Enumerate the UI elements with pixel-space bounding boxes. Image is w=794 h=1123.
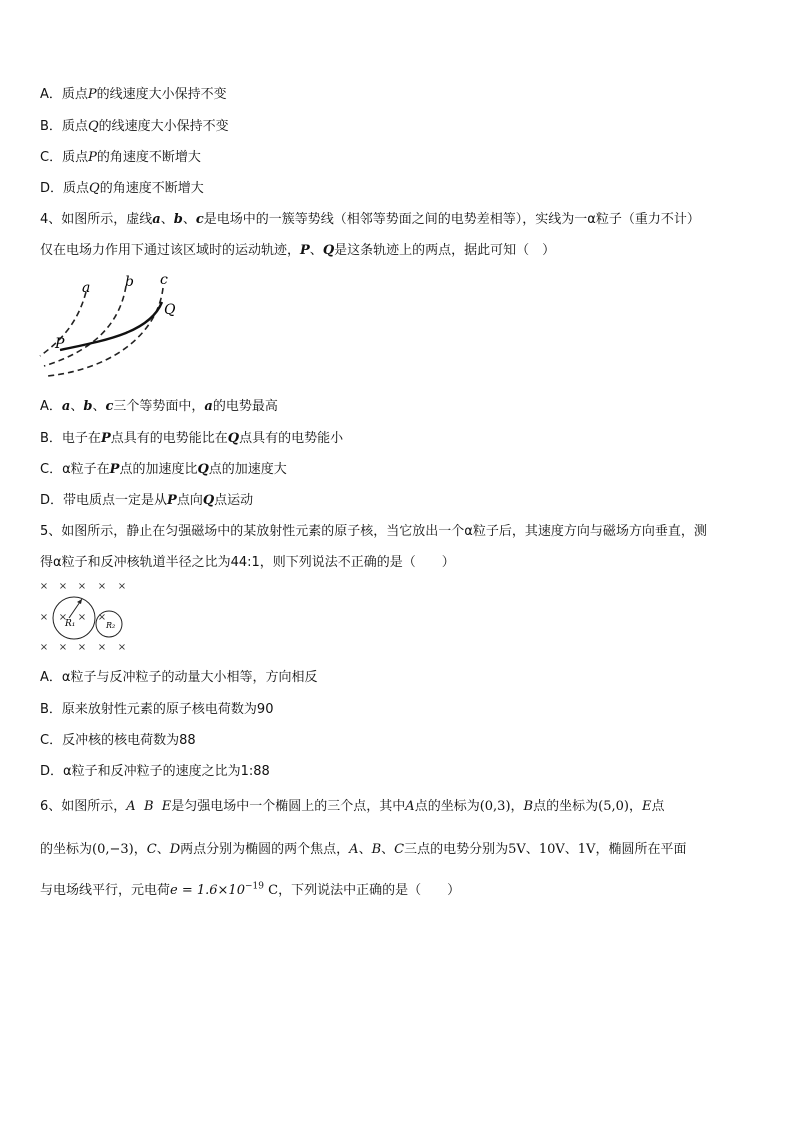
q4-stem-line2: 仅在电场力作用下通过该区域时的运动轨迹，P、Q是这条轨迹上的两点，据此可知（ ） (40, 243, 556, 258)
cross-mark: × (58, 612, 68, 623)
q3-option-c: C．质点P的角速度不断增大 (40, 150, 201, 165)
cross-mark: × (58, 581, 68, 592)
cross-mark: × (97, 642, 107, 653)
q5-option-c: C．反冲核的核电荷数为88 (40, 733, 196, 748)
q3-option-a: A．质点P的线速度大小保持不变 (40, 87, 227, 102)
q3-option-d: D．质点Q的角速度不断增大 (40, 181, 204, 196)
cross-mark: × (117, 642, 127, 653)
q6-stem-line3: 与电场线平行，元电荷$e = 1.6\times 10^{-19}$ C，下列说法中正确的是（ ） (40, 881, 461, 898)
cross-mark: × (39, 612, 49, 623)
q5-stem-line1: 5、如图所示，静止在匀强磁场中的某放射性元素的原子核，当它放出一个α粒子后，其速度方向与磁场方向垂直，测 (40, 524, 707, 539)
label-r2: R₂ (106, 621, 116, 630)
equipotential-figure (38, 270, 188, 382)
trajectory-curve (60, 302, 162, 350)
q4-option-c: C．α粒子在P点的加速度比Q点的加速度大 (40, 462, 287, 477)
label-a: a (82, 280, 91, 296)
q6-stem-line1: 6、如图所示，A B E是匀强电场中一个椭圆上的三个点，其中A点的坐标为(0,3)，B点的坐标为(5,0)，E点 (40, 799, 665, 814)
q4-option-b: B．电子在P点具有的电势能比在Q点具有的电势能小 (40, 431, 344, 446)
label-c: c (160, 272, 168, 288)
cross-mark: × (77, 581, 87, 592)
cross-mark: × (39, 642, 49, 653)
q4-stem-line1: 4、如图所示，虚线a、b、c是电场中的一簇等势线（相邻等势面之间的电势差相等），实线为一α粒子（重力不计） (40, 212, 700, 227)
cross-mark: × (117, 581, 127, 592)
q5-stem-line2: 得α粒子和反冲核轨道半径之比为44:1，则下列说法不正确的是（ ） (40, 555, 455, 570)
q5-option-a: A．α粒子与反冲粒子的动量大小相等，方向相反 (40, 670, 318, 685)
cross-mark: × (97, 612, 107, 623)
cross-mark: × (97, 581, 107, 592)
radius-arrowhead (77, 599, 82, 604)
label-r1: R₁ (65, 619, 76, 629)
elementary-charge-expression: $e = 1.6\times 10^{-19}$ C (170, 881, 279, 898)
q3-option-b: B．质点Q的线速度大小保持不变 (40, 119, 229, 134)
cross-mark: × (77, 612, 87, 623)
q4-option-a: A．a、b、c三个等势面中，a的电势最高 (40, 399, 278, 414)
q5-option-b: B．原来放射性元素的原子核电荷数为90 (40, 702, 274, 717)
label-Q: Q (164, 302, 176, 318)
q5-option-d: D．α粒子和反冲粒子的速度之比为1:88 (40, 764, 270, 779)
label-b: b (125, 274, 134, 290)
cross-mark: × (39, 581, 49, 592)
magnetic-field-figure (36, 578, 136, 654)
label-P: P (55, 336, 65, 352)
cross-mark: × (77, 642, 87, 653)
q4-option-d: D．带电质点一定是从P点向Q点运动 (40, 493, 254, 508)
cross-mark: × (58, 642, 68, 653)
q6-stem-line2: 的坐标为(0,−3)，C、D两点分别为椭圆的两个焦点，A、B、C三点的电势分别为5V、10V、1V，椭圆所在平面 (40, 842, 687, 857)
